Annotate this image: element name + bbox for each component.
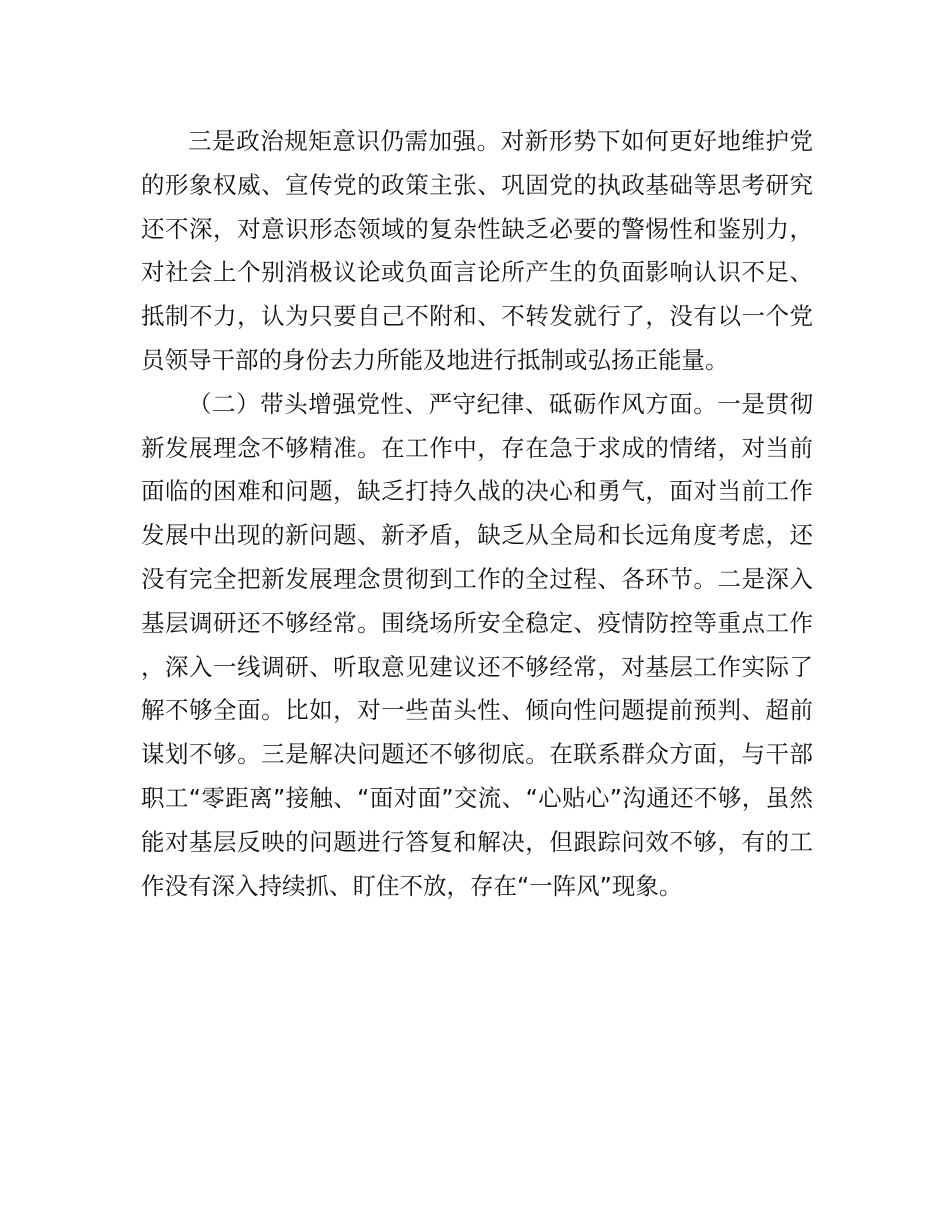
paragraph-party-discipline: （二）带头增强党性、严守纪律、砥砺作风方面。一是贯彻新发展理念不够精准。在工作中，存在急于求成的情绪，对当前面临的困难和问题，缺乏打持久战的决心和勇气，面对当前工作发展中出现的新问题、新矛盾，缺乏从全局和长远角度考虑，还没有完全把新发展理念贯彻到工作的全过程、各环节。二是深入基层调研还不够经常。围绕场所安全稳定、疫情防控等重点工作，深入一线调研、听取意见建议还不够经常，对基层工作实际了解不够全面。比如，对一些苗头性、倾向性问题提前预判、超前谋划不够。三是解决问题还不够彻底。在联系群众方面，与干部职工“零距离”接触、“面对面”交流、“心贴心”沟通还不够，虽然能对基层反映的问题进行答复和解决，但跟踪问效不够，有的工作没有深入持续抓、盯住不放，存在“一阵风”现象。	[141, 389, 813, 900]
document-body	[141, 120, 813, 908]
paragraph-political-rules: 三是政治规矩意识仍需加强。对新形势下如何更好地维护党的形象权威、宣传党的政策主张、巩固党的执政基础等思考研究还不深，对意识形态领域的复杂性缺乏必要的警惕性和鉴别力，对社会上个别消极议论或负面言论所产生的负面影响认识不足、抵制不力，认为只要自己不附和、不转发就行了，没有以一个党员领导干部的身份去力所能及地进行抵制或弘扬正能量。	[141, 127, 813, 374]
